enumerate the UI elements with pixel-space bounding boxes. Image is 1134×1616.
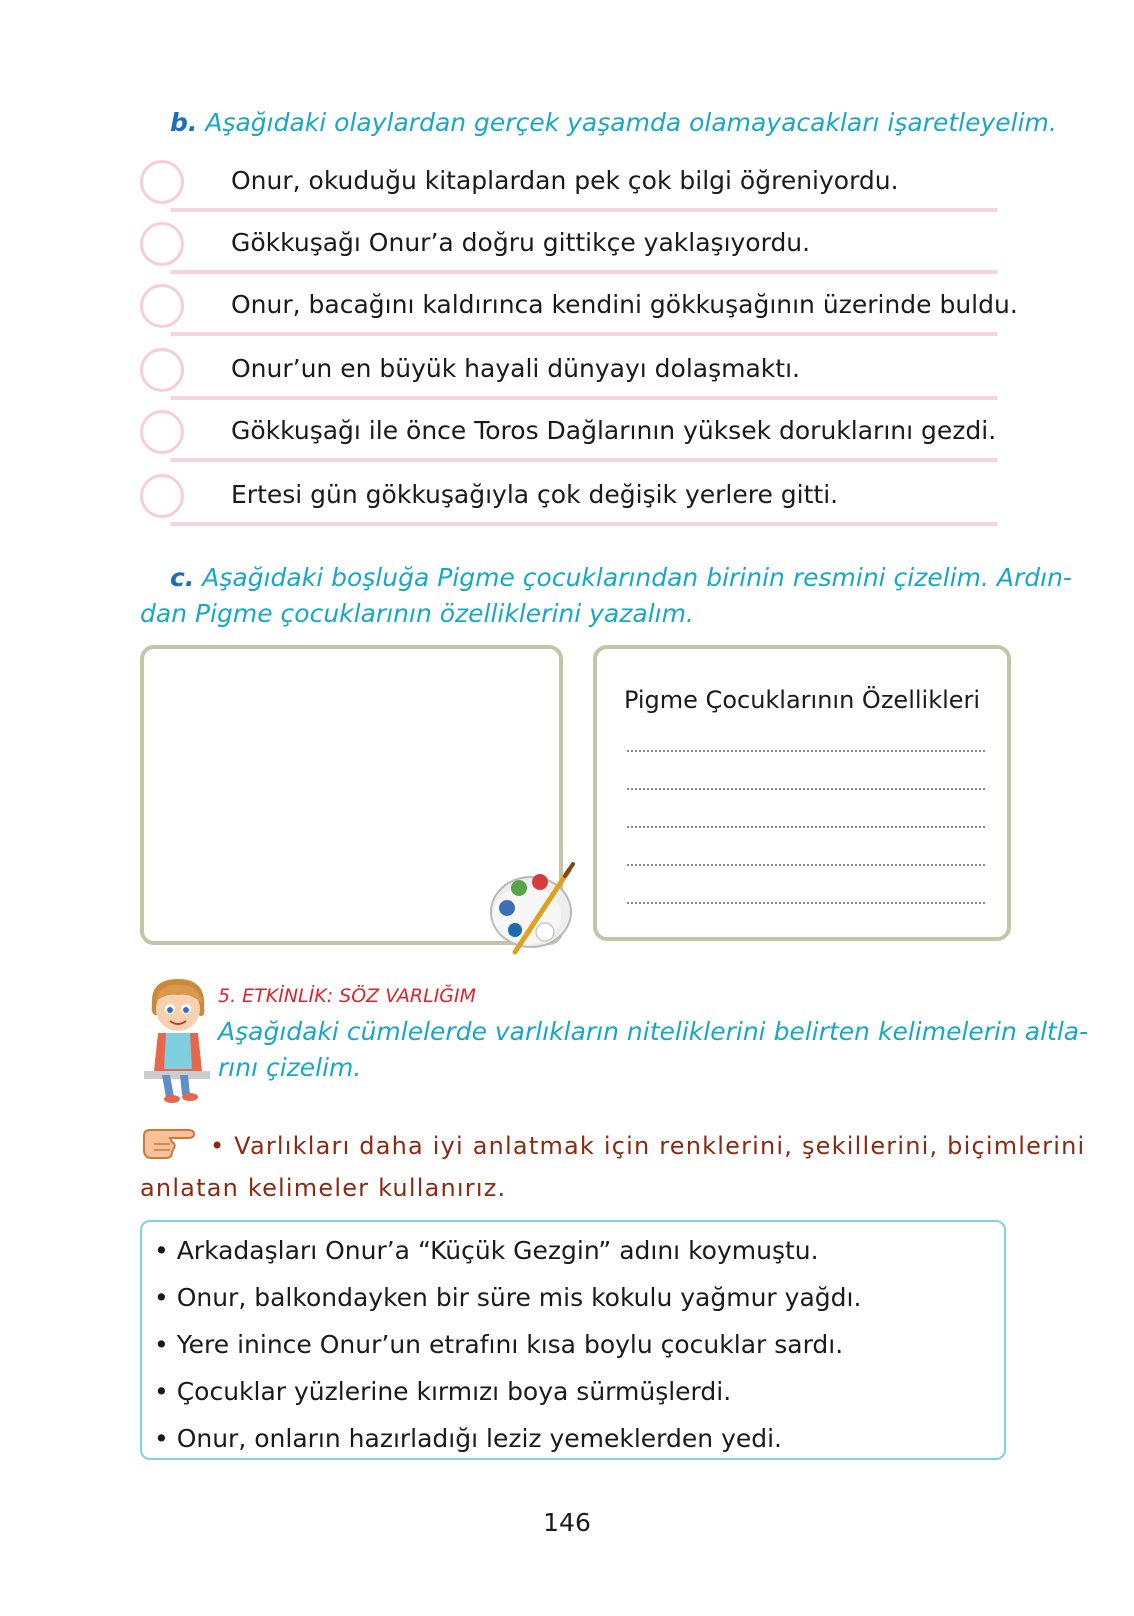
child-character-icon <box>140 975 220 1105</box>
sentence-item[interactable]: • Onur, onların hazırladığı leziz yemeklerden yedi. <box>154 1424 783 1453</box>
page-number: 146 <box>543 1508 591 1537</box>
row-divider <box>170 396 998 400</box>
answer-circle[interactable] <box>140 348 184 392</box>
statement-text: Onur, bacağını kaldırınca kendini gökkuşağının üzerinde buldu. <box>231 290 1018 319</box>
section-c-letter: c. <box>170 563 195 592</box>
list-item <box>140 152 998 212</box>
statement-text: Gökkuşağı Onur’a doğru gittikçe yaklaşıyordu. <box>231 228 811 257</box>
list-item <box>140 466 998 526</box>
activity-instruction <box>218 1014 1088 1086</box>
section-c-instruction-line2: dan Pigme çocuklarının özelliklerini yazalım. <box>140 599 694 628</box>
writing-line[interactable] <box>627 864 985 866</box>
writing-line[interactable] <box>627 750 985 752</box>
answer-circle[interactable] <box>140 410 184 454</box>
sentence-item[interactable]: • Arkadaşları Onur’a “Küçük Gezgin” adını koymuştu. <box>154 1236 819 1265</box>
writing-line[interactable] <box>627 902 985 904</box>
writing-line[interactable] <box>627 788 985 790</box>
activity-instruction-line2: rını çizelim. <box>218 1053 362 1082</box>
statement-text: Onur, okuduğu kitaplardan pek çok bilgi öğreniyordu. <box>231 166 899 195</box>
section-b-instruction: Aşağıdaki olaylardan gerçek yaşamda olamayacakları işaretleyelim. <box>205 108 1057 137</box>
row-divider <box>170 332 998 336</box>
sentences-box <box>140 1220 1006 1460</box>
features-box <box>593 645 1011 941</box>
section-c-heading <box>140 560 1072 632</box>
list-item <box>140 402 998 462</box>
section-b-letter: b. <box>170 108 198 137</box>
section-c-instruction-line1: Aşağıdaki boşluğa Pigme çocuklarından birinin resmini çizelim. Ardın- <box>202 563 1072 592</box>
list-item <box>140 340 998 400</box>
answer-circle[interactable] <box>140 284 184 328</box>
answer-circle[interactable] <box>140 474 184 518</box>
statement-text: Ertesi gün gökkuşağıyla çok değişik yerlere gitti. <box>231 480 839 509</box>
answer-circle[interactable] <box>140 222 184 266</box>
row-divider <box>170 522 998 526</box>
list-item <box>140 276 1018 336</box>
activity-title: 5. ETKİNLİK: SÖZ VARLIĞIM <box>218 985 477 1007</box>
info-line2: anlatan kelimeler kullanırız. <box>140 1174 507 1202</box>
info-line1: • Varlıkları daha iyi anlatmak için renklerini, şekillerini, biçimlerini <box>210 1132 1086 1160</box>
row-divider <box>170 458 998 462</box>
writing-line[interactable] <box>627 826 985 828</box>
sentence-item[interactable]: • Çocuklar yüzlerine kırmızı boya sürmüşlerdi. <box>154 1377 732 1406</box>
section-b-heading <box>170 105 1057 141</box>
info-note <box>140 1125 1086 1209</box>
statement-text: Gökkuşağı ile önce Toros Dağlarının yüksek doruklarını gezdi. <box>231 416 997 445</box>
statement-text: Onur’un en büyük hayali dünyayı dolaşmaktı. <box>231 354 800 383</box>
row-divider <box>170 208 998 212</box>
row-divider <box>170 270 998 274</box>
sentence-item[interactable]: • Onur, balkondayken bir süre mis kokulu yağmur yağdı. <box>154 1283 862 1312</box>
activity-instruction-line1: Aşağıdaki cümlelerde varlıkların niteliklerini belirten kelimelerin altla- <box>218 1017 1089 1046</box>
features-title: Pigme Çocuklarının Özellikleri <box>623 686 981 714</box>
answer-circle[interactable] <box>140 160 184 204</box>
sentence-item[interactable]: • Yere inince Onur’un etrafını kısa boylu çocuklar sardı. <box>154 1330 844 1359</box>
list-item <box>140 214 998 274</box>
palette-icon <box>485 860 581 955</box>
